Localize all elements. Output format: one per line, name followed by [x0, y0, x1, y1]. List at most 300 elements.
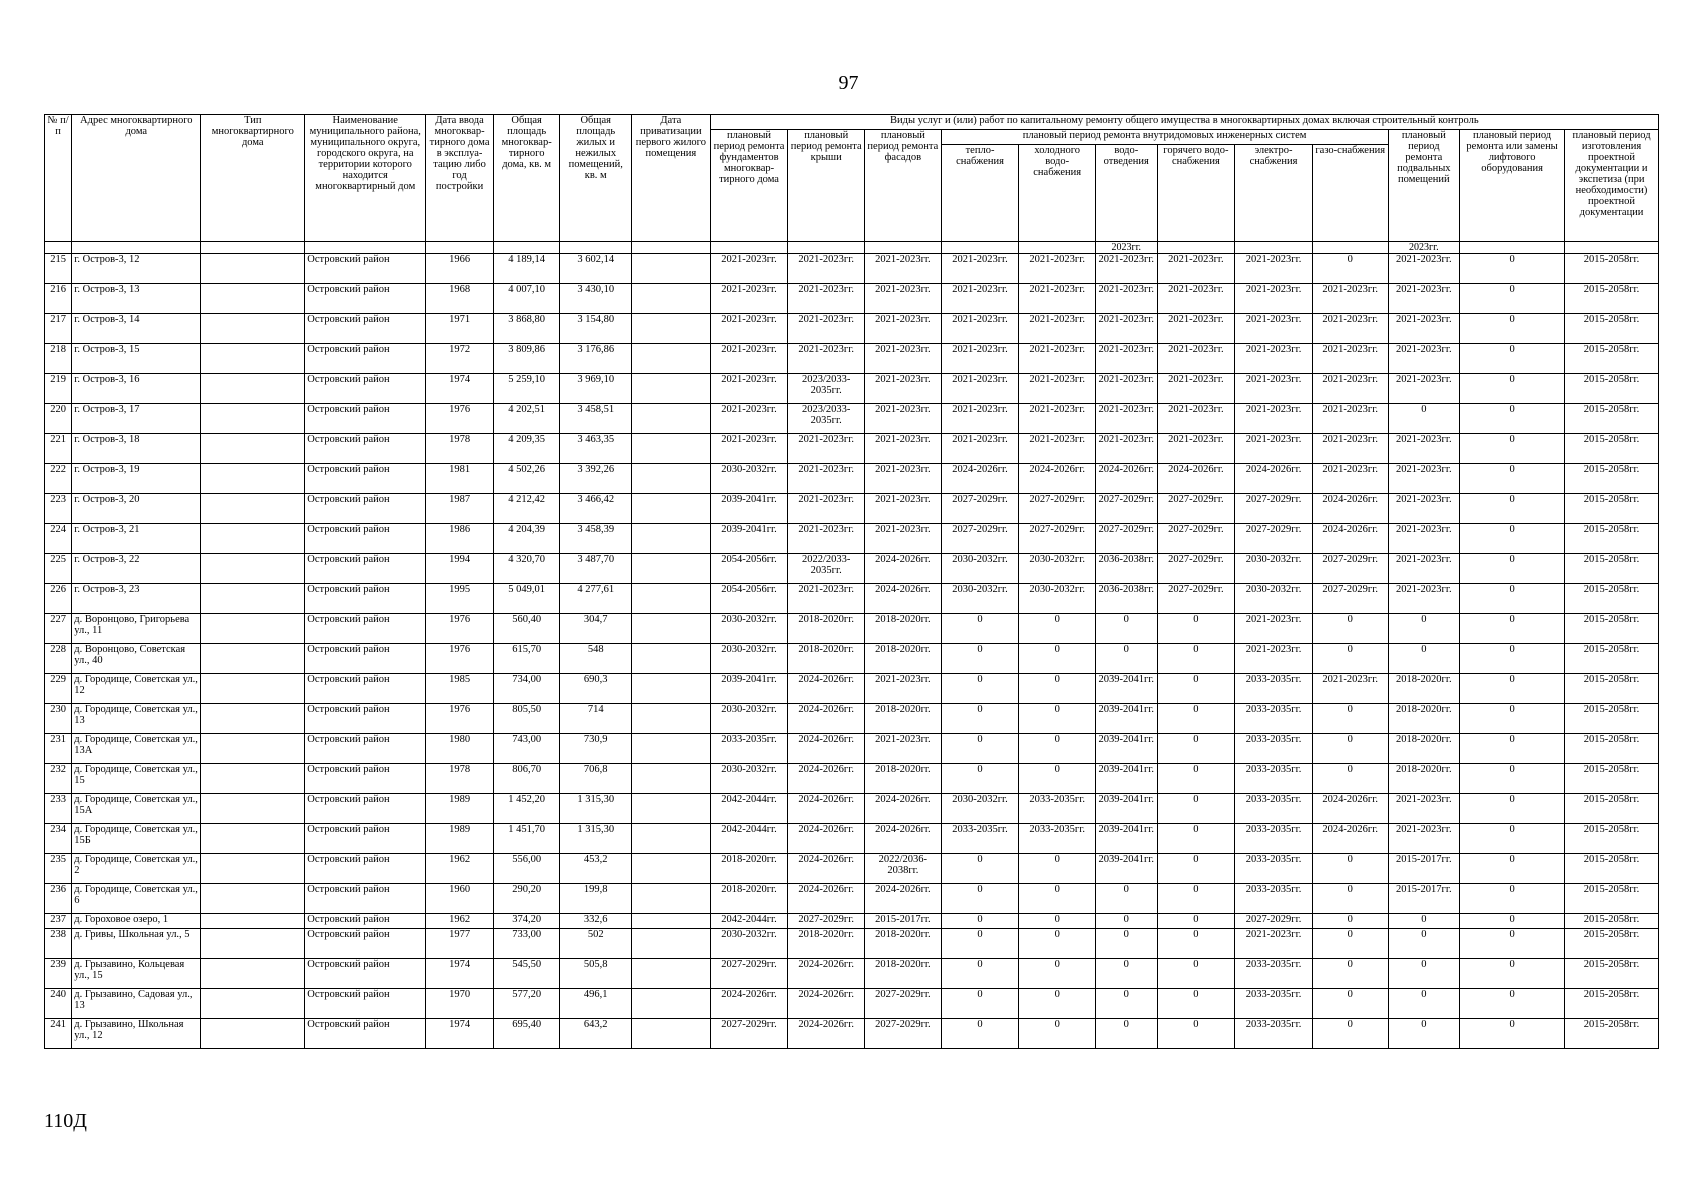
commission-year-cell: 1974	[426, 959, 494, 989]
living-area-cell: 3 458,51	[560, 404, 632, 434]
electric-period-cell: 2033-2035гг.	[1235, 884, 1313, 914]
district-cell: Островский район	[305, 494, 426, 524]
address-cell: д. Городище, Советская ул., 13	[72, 704, 201, 734]
electric-period-cell: 2021-2023гг.	[1235, 314, 1313, 344]
commission-year-cell: 1976	[426, 404, 494, 434]
commission-year-cell: 1960	[426, 884, 494, 914]
heat-supply-period-cell: 2021-2023гг.	[941, 314, 1019, 344]
cold-water-period-cell: 0	[1019, 614, 1096, 644]
gas-period-cell: 0	[1312, 854, 1388, 884]
row-number-cell: 225	[45, 554, 72, 584]
address-cell: д. Грызавино, Школьная ул., 12	[72, 1019, 201, 1049]
electric-period-cell: 2027-2029гг.	[1235, 524, 1313, 554]
design-period-cell: 2015-2058гг.	[1565, 959, 1659, 989]
cold-water-period-cell: 0	[1019, 704, 1096, 734]
district-cell: Островский район	[305, 914, 426, 929]
elevator-period-cell: 0	[1460, 764, 1565, 794]
living-area-cell: 730,9	[560, 734, 632, 764]
table-row	[45, 914, 1659, 929]
house-type-cell	[201, 284, 305, 314]
sewer-period-cell: 2039-2041гг.	[1096, 854, 1158, 884]
elevator-period-cell: 0	[1460, 554, 1565, 584]
design-period-cell: 2015-2058гг.	[1565, 464, 1659, 494]
gas-period-cell: 0	[1312, 764, 1388, 794]
roof-period-cell: 2018-2020гг.	[788, 614, 865, 644]
basement-period-cell: 2021-2023гг.	[1388, 464, 1460, 494]
facade-period-cell: 2018-2020гг.	[865, 764, 942, 794]
header-num: № п/п	[45, 115, 72, 242]
design-period-cell: 2015-2058гг.	[1565, 674, 1659, 704]
elevator-period-cell: 0	[1460, 644, 1565, 674]
electric-period-cell: 2021-2023гг.	[1235, 929, 1313, 959]
hot-water-period-cell: 2021-2023гг.	[1157, 254, 1235, 284]
house-type-cell	[201, 959, 305, 989]
roof-period-cell: 2023/2033-2035гг.	[788, 404, 865, 434]
district-cell: Островский район	[305, 794, 426, 824]
elevator-period-cell: 0	[1460, 674, 1565, 704]
table-row	[45, 374, 1659, 404]
row-number-cell: 241	[45, 1019, 72, 1049]
foundation-period-cell: 2030-2032гг.	[710, 464, 788, 494]
design-period-cell: 2015-2058гг.	[1565, 734, 1659, 764]
basement-period-cell: 0	[1388, 1019, 1460, 1049]
commission-year-cell: 1962	[426, 914, 494, 929]
design-period-cell: 2015-2058гг.	[1565, 314, 1659, 344]
design-period-cell: 2015-2058гг.	[1565, 854, 1659, 884]
gas-period-cell: 0	[1312, 914, 1388, 929]
hot-water-period-cell: 0	[1157, 1019, 1235, 1049]
gas-period-cell: 2021-2023гг.	[1312, 434, 1388, 464]
header-heat: тепло-снабжения	[941, 145, 1019, 242]
sewer-period-cell: 2036-2038гг.	[1096, 554, 1158, 584]
electric-period-cell: 2021-2023гг.	[1235, 614, 1313, 644]
foundation-period-cell: 2042-2044гг.	[710, 914, 788, 929]
sewer-period-cell: 0	[1096, 914, 1158, 929]
privatization-date-cell	[632, 914, 711, 929]
design-period-cell: 2015-2058гг.	[1565, 284, 1659, 314]
foundation-period-cell: 2021-2023гг.	[710, 314, 788, 344]
living-area-cell: 690,3	[560, 674, 632, 704]
sewer-period-cell: 2027-2029гг.	[1096, 524, 1158, 554]
cold-water-period-cell: 0	[1019, 959, 1096, 989]
basement-period-cell: 0	[1388, 914, 1460, 929]
table-row	[45, 614, 1659, 644]
table-row	[45, 1019, 1659, 1049]
gas-period-cell: 2021-2023гг.	[1312, 284, 1388, 314]
foundation-period-cell: 2030-2032гг.	[710, 614, 788, 644]
house-type-cell	[201, 344, 305, 374]
table-row	[45, 524, 1659, 554]
design-period-cell: 2015-2058гг.	[1565, 584, 1659, 614]
facade-period-cell: 2021-2023гг.	[865, 404, 942, 434]
foundation-period-cell: 2030-2032гг.	[710, 704, 788, 734]
basement-period-cell: 0	[1388, 644, 1460, 674]
heat-supply-period-cell: 0	[941, 1019, 1019, 1049]
cold-water-period-cell: 0	[1019, 1019, 1096, 1049]
basement-period-cell: 0	[1388, 614, 1460, 644]
sewer-period-cell: 0	[1096, 989, 1158, 1019]
district-cell: Островский район	[305, 704, 426, 734]
table-row	[45, 674, 1659, 704]
basement-period-cell: 2021-2023гг.	[1388, 254, 1460, 284]
sewer-period-cell: 2021-2023гг.	[1096, 344, 1158, 374]
roof-period-cell: 2024-2026гг.	[788, 854, 865, 884]
address-cell: д. Городище, Советская ул., 2	[72, 854, 201, 884]
total-area-cell: 4 502,26	[493, 464, 560, 494]
header-living-area: Общая площадь жилых и нежилых помещений, кв. м	[560, 115, 632, 242]
address-cell: д. Гривы, Школьная ул., 5	[72, 929, 201, 959]
foundation-period-cell: 2027-2029гг.	[710, 959, 788, 989]
basement-period-cell: 2021-2023гг.	[1388, 554, 1460, 584]
district-cell: Островский район	[305, 374, 426, 404]
gas-period-cell: 0	[1312, 884, 1388, 914]
cold-water-period-cell: 2021-2023гг.	[1019, 344, 1096, 374]
row-number-cell: 223	[45, 494, 72, 524]
facade-period-cell: 2021-2023гг.	[865, 284, 942, 314]
living-area-cell: 3 392,26	[560, 464, 632, 494]
facade-period-cell: 2018-2020гг.	[865, 704, 942, 734]
address-cell: д. Грызавино, Кольцевая ул., 15	[72, 959, 201, 989]
foundation-period-cell: 2042-2044гг.	[710, 794, 788, 824]
district-cell: Островский район	[305, 464, 426, 494]
privatization-date-cell	[632, 284, 711, 314]
living-area-cell: 714	[560, 704, 632, 734]
total-area-cell: 615,70	[493, 644, 560, 674]
design-period-cell: 2015-2058гг.	[1565, 644, 1659, 674]
row-number-cell: 235	[45, 854, 72, 884]
facade-period-cell: 2024-2026гг.	[865, 584, 942, 614]
basement-period-cell: 2021-2023гг.	[1388, 824, 1460, 854]
sewer-period-cell: 2021-2023гг.	[1096, 254, 1158, 284]
basement-period-cell: 0	[1388, 989, 1460, 1019]
commission-year-cell: 1978	[426, 764, 494, 794]
commission-year-cell: 1985	[426, 674, 494, 704]
commission-year-cell: 1989	[426, 794, 494, 824]
sewer-period-cell: 2039-2041гг.	[1096, 704, 1158, 734]
roof-period-cell: 2024-2026гг.	[788, 959, 865, 989]
header-works-group: Виды услуг и (или) работ по капитальному ремонту общего имущества в многоквартирных домах включая строительный контроль	[710, 115, 1658, 130]
cold-water-period-cell: 0	[1019, 734, 1096, 764]
heat-supply-period-cell: 0	[941, 884, 1019, 914]
elevator-period-cell: 0	[1460, 344, 1565, 374]
house-type-cell	[201, 404, 305, 434]
electric-period-cell: 2033-2035гг.	[1235, 824, 1313, 854]
row-number-cell: 217	[45, 314, 72, 344]
commission-year-cell: 1994	[426, 554, 494, 584]
electric-period-cell: 2033-2035гг.	[1235, 854, 1313, 884]
elevator-period-cell: 0	[1460, 374, 1565, 404]
sewer-period-cell: 0	[1096, 884, 1158, 914]
district-cell: Островский район	[305, 989, 426, 1019]
sewer-period-cell: 2036-2038гг.	[1096, 584, 1158, 614]
commission-year-cell: 1978	[426, 434, 494, 464]
header-basement: плановый период ремонта подвальных помещений	[1388, 130, 1460, 242]
roof-period-cell: 2024-2026гг.	[788, 674, 865, 704]
header-municipality: Наименование муниципального района, муниципального округа, городского округа, на территории которого находится многоквартирный дом	[305, 115, 426, 242]
electric-period-cell: 2021-2023гг.	[1235, 374, 1313, 404]
foundation-period-cell: 2021-2023гг.	[710, 434, 788, 464]
living-area-cell: 505,8	[560, 959, 632, 989]
district-cell: Островский район	[305, 254, 426, 284]
address-cell: г. Остров-3, 20	[72, 494, 201, 524]
continuation-row	[45, 242, 1659, 254]
heat-supply-period-cell: 0	[941, 734, 1019, 764]
house-type-cell	[201, 764, 305, 794]
commission-year-cell: 1974	[426, 374, 494, 404]
heat-supply-period-cell: 2027-2029гг.	[941, 524, 1019, 554]
hot-water-period-cell: 0	[1157, 824, 1235, 854]
house-type-cell	[201, 884, 305, 914]
elevator-period-cell: 0	[1460, 464, 1565, 494]
facade-period-cell: 2022/2036-2038гг.	[865, 854, 942, 884]
sewer-period-cell: 2021-2023гг.	[1096, 314, 1158, 344]
design-period-cell: 2015-2058гг.	[1565, 884, 1659, 914]
row-number-cell: 222	[45, 464, 72, 494]
roof-period-cell: 2018-2020гг.	[788, 644, 865, 674]
house-type-cell	[201, 734, 305, 764]
facade-period-cell: 2021-2023гг.	[865, 734, 942, 764]
header-systems-group: плановый период ремонта внутридомовых инженерных систем	[941, 130, 1388, 145]
living-area-cell: 496,1	[560, 989, 632, 1019]
header-sewer: водо-отведения	[1096, 145, 1158, 242]
foundation-period-cell: 2039-2041гг.	[710, 494, 788, 524]
gas-period-cell: 0	[1312, 989, 1388, 1019]
house-type-cell	[201, 494, 305, 524]
roof-period-cell: 2021-2023гг.	[788, 344, 865, 374]
table-row	[45, 734, 1659, 764]
roof-period-cell: 2024-2026гг.	[788, 1019, 865, 1049]
heat-supply-period-cell: 2021-2023гг.	[941, 284, 1019, 314]
hot-water-period-cell: 0	[1157, 704, 1235, 734]
total-area-cell: 4 202,51	[493, 404, 560, 434]
district-cell: Островский район	[305, 404, 426, 434]
elevator-period-cell: 0	[1460, 959, 1565, 989]
hot-water-period-cell: 0	[1157, 929, 1235, 959]
design-period-cell: 2015-2058гг.	[1565, 494, 1659, 524]
cold-water-period-cell: 2027-2029гг.	[1019, 494, 1096, 524]
basement-period-cell: 2021-2023гг.	[1388, 494, 1460, 524]
house-type-cell	[201, 464, 305, 494]
row-number-cell: 216	[45, 284, 72, 314]
electric-period-cell: 2021-2023гг.	[1235, 644, 1313, 674]
facade-period-cell: 2018-2020гг.	[865, 929, 942, 959]
roof-period-cell: 2024-2026гг.	[788, 734, 865, 764]
elevator-period-cell: 0	[1460, 734, 1565, 764]
sewer-period-cell: 2039-2041гг.	[1096, 674, 1158, 704]
basement-period-cell: 0	[1388, 959, 1460, 989]
elevator-period-cell: 0	[1460, 254, 1565, 284]
foundation-period-cell: 2021-2023гг.	[710, 404, 788, 434]
foundation-period-cell: 2021-2023гг.	[710, 284, 788, 314]
facade-period-cell: 2021-2023гг.	[865, 674, 942, 704]
total-area-cell: 3 809,86	[493, 344, 560, 374]
row-number-cell: 229	[45, 674, 72, 704]
table-row	[45, 464, 1659, 494]
elevator-period-cell: 0	[1460, 794, 1565, 824]
gas-period-cell: 0	[1312, 959, 1388, 989]
hot-water-period-cell: 2021-2023гг.	[1157, 434, 1235, 464]
cold-water-period-cell: 2021-2023гг.	[1019, 254, 1096, 284]
foundation-period-cell: 2030-2032гг.	[710, 764, 788, 794]
gas-period-cell: 0	[1312, 254, 1388, 284]
sewer-period-cell: 2024-2026гг.	[1096, 464, 1158, 494]
header-electric: электро-снабжения	[1235, 145, 1313, 242]
electric-period-cell: 2033-2035гг.	[1235, 794, 1313, 824]
address-cell: г. Остров-3, 12	[72, 254, 201, 284]
gas-period-cell: 2021-2023гг.	[1312, 374, 1388, 404]
house-type-cell	[201, 704, 305, 734]
table-row	[45, 254, 1659, 284]
heat-supply-period-cell: 2021-2023гг.	[941, 254, 1019, 284]
total-area-cell: 733,00	[493, 929, 560, 959]
address-cell: д. Городище, Советская ул., 15	[72, 764, 201, 794]
total-area-cell: 560,40	[493, 614, 560, 644]
living-area-cell: 643,2	[560, 1019, 632, 1049]
facade-period-cell: 2024-2026гг.	[865, 554, 942, 584]
district-cell: Островский район	[305, 1019, 426, 1049]
hot-water-period-cell: 2027-2029гг.	[1157, 554, 1235, 584]
heat-supply-period-cell: 0	[941, 614, 1019, 644]
sewer-period-cell: 2039-2041гг.	[1096, 794, 1158, 824]
gas-period-cell: 2024-2026гг.	[1312, 494, 1388, 524]
electric-period-cell: 2024-2026гг.	[1235, 464, 1313, 494]
district-cell: Островский район	[305, 734, 426, 764]
sewer-period-cell: 0	[1096, 644, 1158, 674]
facade-period-cell: 2024-2026гг.	[865, 824, 942, 854]
privatization-date-cell	[632, 524, 711, 554]
foundation-period-cell: 2021-2023гг.	[710, 374, 788, 404]
design-period-cell: 2015-2058гг.	[1565, 404, 1659, 434]
house-type-cell	[201, 989, 305, 1019]
design-period-cell: 2015-2058гг.	[1565, 764, 1659, 794]
sewer-period-cell: 2039-2041гг.	[1096, 764, 1158, 794]
address-cell: г. Остров-3, 22	[72, 554, 201, 584]
living-area-cell: 453,2	[560, 854, 632, 884]
hot-water-period-cell: 0	[1157, 959, 1235, 989]
elevator-period-cell: 0	[1460, 1019, 1565, 1049]
privatization-date-cell	[632, 344, 711, 374]
foundation-period-cell: 2054-2056гг.	[710, 584, 788, 614]
address-cell: г. Остров-3, 18	[72, 434, 201, 464]
basement-period-cell: 2018-2020гг.	[1388, 734, 1460, 764]
district-cell: Островский район	[305, 674, 426, 704]
table-row	[45, 854, 1659, 884]
row-number-cell: 238	[45, 929, 72, 959]
privatization-date-cell	[632, 254, 711, 284]
row-number-cell: 220	[45, 404, 72, 434]
gas-period-cell: 2021-2023гг.	[1312, 344, 1388, 374]
total-area-cell: 5 259,10	[493, 374, 560, 404]
facade-period-cell: 2021-2023гг.	[865, 254, 942, 284]
total-area-cell: 5 049,01	[493, 584, 560, 614]
row-number-cell: 221	[45, 434, 72, 464]
hot-water-period-cell: 2021-2023гг.	[1157, 404, 1235, 434]
sewer-period-cell: 0	[1096, 1019, 1158, 1049]
design-period-cell: 2015-2058гг.	[1565, 929, 1659, 959]
roof-period-cell: 2021-2023гг.	[788, 284, 865, 314]
address-cell: д. Городище, Советская ул., 15Б	[72, 824, 201, 854]
facade-period-cell: 2021-2023гг.	[865, 314, 942, 344]
address-cell: г. Остров-3, 15	[72, 344, 201, 374]
table-row	[45, 884, 1659, 914]
district-cell: Островский район	[305, 524, 426, 554]
house-type-cell	[201, 614, 305, 644]
address-cell: д. Городище, Советская ул., 12	[72, 674, 201, 704]
hot-water-period-cell: 2027-2029гг.	[1157, 494, 1235, 524]
cold-water-period-cell: 2021-2023гг.	[1019, 374, 1096, 404]
facade-period-cell: 2021-2023гг.	[865, 494, 942, 524]
row-number-cell: 237	[45, 914, 72, 929]
electric-period-cell: 2033-2035гг.	[1235, 764, 1313, 794]
address-cell: г. Остров-3, 16	[72, 374, 201, 404]
cold-water-period-cell: 2030-2032гг.	[1019, 584, 1096, 614]
heat-supply-period-cell: 0	[941, 704, 1019, 734]
gas-period-cell: 2021-2023гг.	[1312, 674, 1388, 704]
facade-period-cell: 2021-2023гг.	[865, 464, 942, 494]
header-total-area: Общая площадь многоквар-тирного дома, кв. м	[493, 115, 560, 242]
heat-supply-period-cell: 0	[941, 764, 1019, 794]
basement-period-cell: 2021-2023гг.	[1388, 344, 1460, 374]
row-number-cell: 215	[45, 254, 72, 284]
hot-water-period-cell: 2021-2023гг.	[1157, 344, 1235, 374]
foundation-period-cell: 2021-2023гг.	[710, 254, 788, 284]
heat-supply-period-cell: 2021-2023гг.	[941, 344, 1019, 374]
sewer-period-cell: 2021-2023гг.	[1096, 374, 1158, 404]
electric-period-cell: 2021-2023гг.	[1235, 404, 1313, 434]
row-number-cell: 224	[45, 524, 72, 554]
electric-period-cell: 2027-2029гг.	[1235, 914, 1313, 929]
foundation-period-cell: 2033-2035гг.	[710, 734, 788, 764]
commission-year-cell: 1966	[426, 254, 494, 284]
sewer-period-cell: 0	[1096, 929, 1158, 959]
elevator-period-cell: 0	[1460, 284, 1565, 314]
elevator-period-cell: 0	[1460, 704, 1565, 734]
heat-supply-period-cell: 0	[941, 674, 1019, 704]
sewer-period-cell: 2021-2023гг.	[1096, 284, 1158, 314]
elevator-period-cell: 0	[1460, 989, 1565, 1019]
privatization-date-cell	[632, 674, 711, 704]
basement-period-cell: 2018-2020гг.	[1388, 764, 1460, 794]
cold-water-period-cell: 2033-2035гг.	[1019, 794, 1096, 824]
electric-period-cell: 2033-2035гг.	[1235, 704, 1313, 734]
roof-period-cell: 2024-2026гг.	[788, 764, 865, 794]
elevator-period-cell: 0	[1460, 434, 1565, 464]
sewer-period-cell: 2021-2023гг.	[1096, 434, 1158, 464]
header-roof: плановый период ремонта крыши	[788, 130, 865, 242]
header-gas: газо-снабжения	[1312, 145, 1388, 242]
total-area-cell: 577,20	[493, 989, 560, 1019]
commission-year-cell: 1974	[426, 1019, 494, 1049]
heat-supply-period-cell: 0	[941, 959, 1019, 989]
address-cell: д. Городище, Советская ул., 15А	[72, 794, 201, 824]
commission-year-cell: 1970	[426, 989, 494, 1019]
district-cell: Островский район	[305, 584, 426, 614]
roof-period-cell: 2021-2023гг.	[788, 524, 865, 554]
cold-water-period-cell: 2021-2023гг.	[1019, 404, 1096, 434]
living-area-cell: 3 463,35	[560, 434, 632, 464]
electric-period-cell: 2033-2035гг.	[1235, 989, 1313, 1019]
heat-supply-period-cell: 2030-2032гг.	[941, 554, 1019, 584]
table-row	[45, 794, 1659, 824]
electric-period-cell: 2033-2035гг.	[1235, 1019, 1313, 1049]
header-commission-date: Дата ввода многоквар-тирного дома в эксплуа-тацию либо год постройки	[426, 115, 494, 242]
row-number-cell: 239	[45, 959, 72, 989]
row-number-cell: 232	[45, 764, 72, 794]
total-area-cell: 806,70	[493, 764, 560, 794]
facade-period-cell: 2018-2020гг.	[865, 644, 942, 674]
row-number-cell: 219	[45, 374, 72, 404]
heat-supply-period-cell: 0	[941, 854, 1019, 884]
